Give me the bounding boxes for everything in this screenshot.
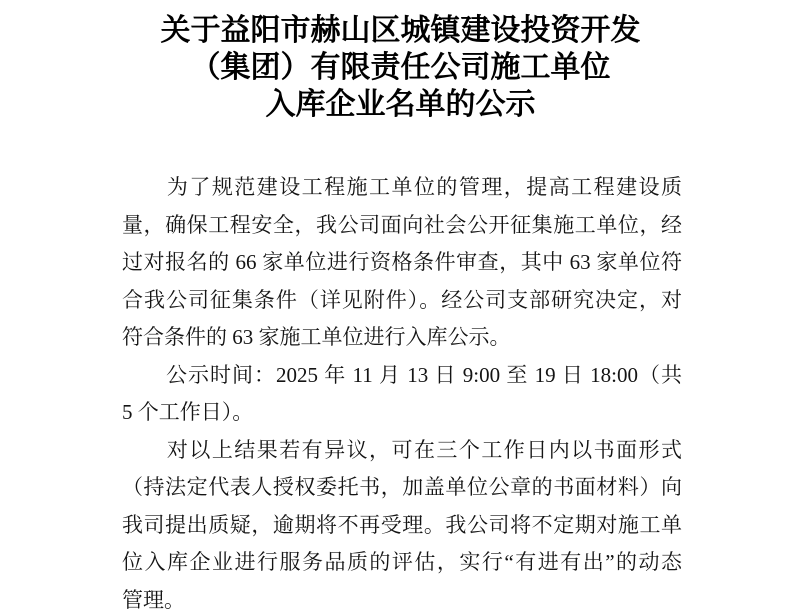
body-line: 位入库企业进行服务品质的评估，实行“有进有出”的动态 bbox=[122, 550, 682, 574]
body-line: 量，确保工程安全，我公司面向社会公开征集施工单位，经 bbox=[122, 212, 682, 237]
body-line: 管理。 bbox=[122, 587, 185, 612]
body-line: 我司提出质疑，逾期将不再受理。我公司将不定期对施工单 bbox=[122, 512, 682, 537]
document-body bbox=[122, 169, 682, 616]
document-title bbox=[122, 0, 679, 123]
body-line: 对以上结果若有异议，可在三个工作日内以书面形式 bbox=[122, 437, 682, 462]
body-line: 公示时间：2025 年 11 月 13 日 9:00 至 19 日 18:00（共 bbox=[122, 362, 682, 387]
title-line-3: 入库企业名单的公示 bbox=[265, 88, 536, 121]
body-line: 符合条件的 63 家施工单位进行入库公示。 bbox=[122, 325, 511, 349]
body-line: 为了规范建设工程施工单位的管理，提高工程建设质 bbox=[122, 175, 682, 199]
body-line: 过对报名的 66 家单位进行资格条件审查，其中 63 家单位符 bbox=[122, 250, 682, 274]
body-line: （持法定代表人授权委托书，加盖单位公章的书面材料）向 bbox=[122, 475, 682, 499]
title-line-2: （集团）有限责任公司施工单位 bbox=[190, 51, 611, 84]
title-line-1: 关于益阳市赫山区城镇建设投资开发 bbox=[160, 14, 641, 47]
body-line: 合我公司征集条件（详见附件）。经公司支部研究决定，对 bbox=[122, 287, 682, 312]
body-line: 5 个工作日）。 bbox=[122, 400, 254, 424]
